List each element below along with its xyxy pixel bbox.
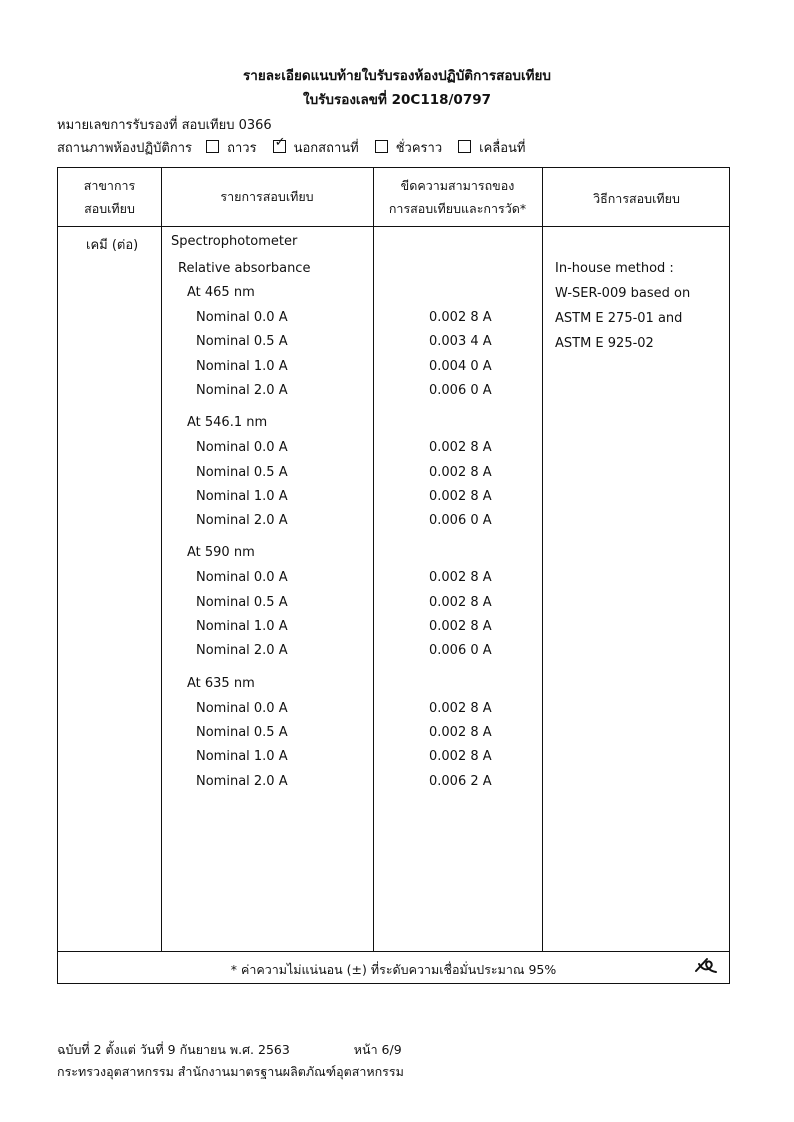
cmc-value: 0.003 4 A: [429, 334, 492, 350]
nominal-value: Nominal 0.0 A: [196, 440, 288, 456]
cmc-value: 0.002 8 A: [429, 440, 492, 456]
edition-info: ฉบับที่ 2 ตั้งแต่ วันที่ 9 กันยายน พ.ศ. 2563 หน้า 6/9: [57, 1042, 402, 1057]
scope-table: [57, 167, 730, 984]
wavelength-label: At 635 nm: [187, 675, 255, 691]
nominal-value: Nominal 0.0 A: [196, 570, 288, 586]
initials-signature: [693, 954, 719, 976]
status-checkbox-2[interactable]: [375, 140, 388, 153]
cmc-value: 0.006 0 A: [429, 382, 492, 398]
nominal-value: Nominal 0.5 A: [196, 724, 288, 740]
wavelength-label: At 590 nm: [187, 545, 255, 561]
col-header-field: สาขาการ สอบเทียบ: [83, 178, 136, 216]
nominal-value: Nominal 0.5 A: [196, 594, 288, 610]
field-value: เคมี (ต่อ): [86, 238, 139, 253]
method-line: W-SER-009 based on: [555, 286, 691, 301]
accreditation-number: หมายเลขการรับรองที่ สอบเทียบ 0366: [57, 118, 272, 133]
nominal-value: Nominal 0.5 A: [196, 464, 288, 480]
nominal-value: Nominal 0.5 A: [196, 334, 288, 350]
cmc-value: 0.002 8 A: [429, 570, 492, 586]
method-line: ASTM E 925-02: [555, 336, 654, 351]
cmc-value: 0.002 8 A: [429, 700, 492, 716]
nominal-value: Nominal 1.0 A: [196, 619, 288, 634]
nominal-value: Nominal 0.0 A: [196, 310, 288, 325]
cmc-value: 0.002 8 A: [429, 724, 492, 740]
cmc-value: 0.002 8 A: [429, 310, 492, 325]
col-header-method: วิธีการสอบเทียบ: [593, 191, 680, 206]
page-number: หน้า 6/9: [353, 1042, 402, 1057]
nominal-value: Nominal 1.0 A: [196, 358, 288, 374]
col-header-cmc: ขีดความสามารถของ การสอบเทียบและการวัด*: [388, 178, 527, 216]
wavelength-label: At 546.1 nm: [187, 415, 268, 431]
check-icon: ✓: [274, 135, 286, 150]
status-option-label: เคลื่อนที่: [479, 141, 526, 156]
nominal-value: Nominal 2.0 A: [196, 773, 288, 789]
cmc-value: 0.002 8 A: [429, 488, 492, 504]
cmc-value: 0.002 8 A: [429, 749, 492, 765]
instrument-name: Spectrophotometer: [171, 234, 298, 249]
nominal-value: Nominal 1.0 A: [196, 749, 288, 765]
cmc-value: 0.006 0 A: [429, 643, 492, 659]
status-option-label: ชั่วคราว: [395, 141, 443, 156]
uncertainty-footnote: * ค่าความไม่แน่นอน (±) ที่ระดับความเชื่อมั่นประมาณ 95%: [230, 962, 557, 977]
status-option-label: นอกสถานที่: [293, 141, 359, 156]
lab-status-label: สถานภาพห้องปฏิบัติการ: [57, 141, 192, 156]
cmc-value: 0.002 8 A: [429, 619, 492, 634]
method-line: In-house method :: [555, 261, 674, 276]
nominal-value: Nominal 1.0 A: [196, 488, 288, 504]
nominal-value: Nominal 2.0 A: [196, 643, 288, 659]
status-checkbox-1[interactable]: [273, 135, 286, 153]
nominal-value: Nominal 2.0 A: [196, 382, 288, 398]
lab-status-row: [57, 137, 532, 158]
document-title: รายละเอียดแนบท้ายใบรับรองห้องปฏิบัติการสอบเทียบ: [243, 68, 551, 84]
method-line: ASTM E 275-01 and: [555, 311, 683, 326]
cmc-value: 0.006 2 A: [429, 773, 492, 789]
cmc-value: 0.006 0 A: [429, 513, 492, 529]
certificate-number: ใบรับรองเลขที่ 20C118/0797: [302, 92, 492, 108]
nominal-value: Nominal 0.0 A: [196, 700, 288, 716]
issuing-agency: กระทรวงอุตสาหกรรม สำนักงานมาตรฐานผลิตภัณฑ์อุตสาหกรรม: [57, 1064, 404, 1079]
wavelength-label: At 465 nm: [187, 285, 255, 300]
status-checkbox-0[interactable]: [206, 140, 219, 153]
cmc-value: 0.002 8 A: [429, 594, 492, 610]
status-option-label: ถาวร: [227, 141, 257, 156]
nominal-value: Nominal 2.0 A: [196, 513, 288, 529]
parameter-name: Relative absorbance: [178, 261, 311, 276]
cmc-value: 0.002 8 A: [429, 464, 492, 480]
status-checkbox-3[interactable]: [458, 140, 471, 153]
col-header-item: รายการสอบเทียบ: [220, 189, 314, 204]
cmc-value: 0.004 0 A: [429, 358, 492, 374]
